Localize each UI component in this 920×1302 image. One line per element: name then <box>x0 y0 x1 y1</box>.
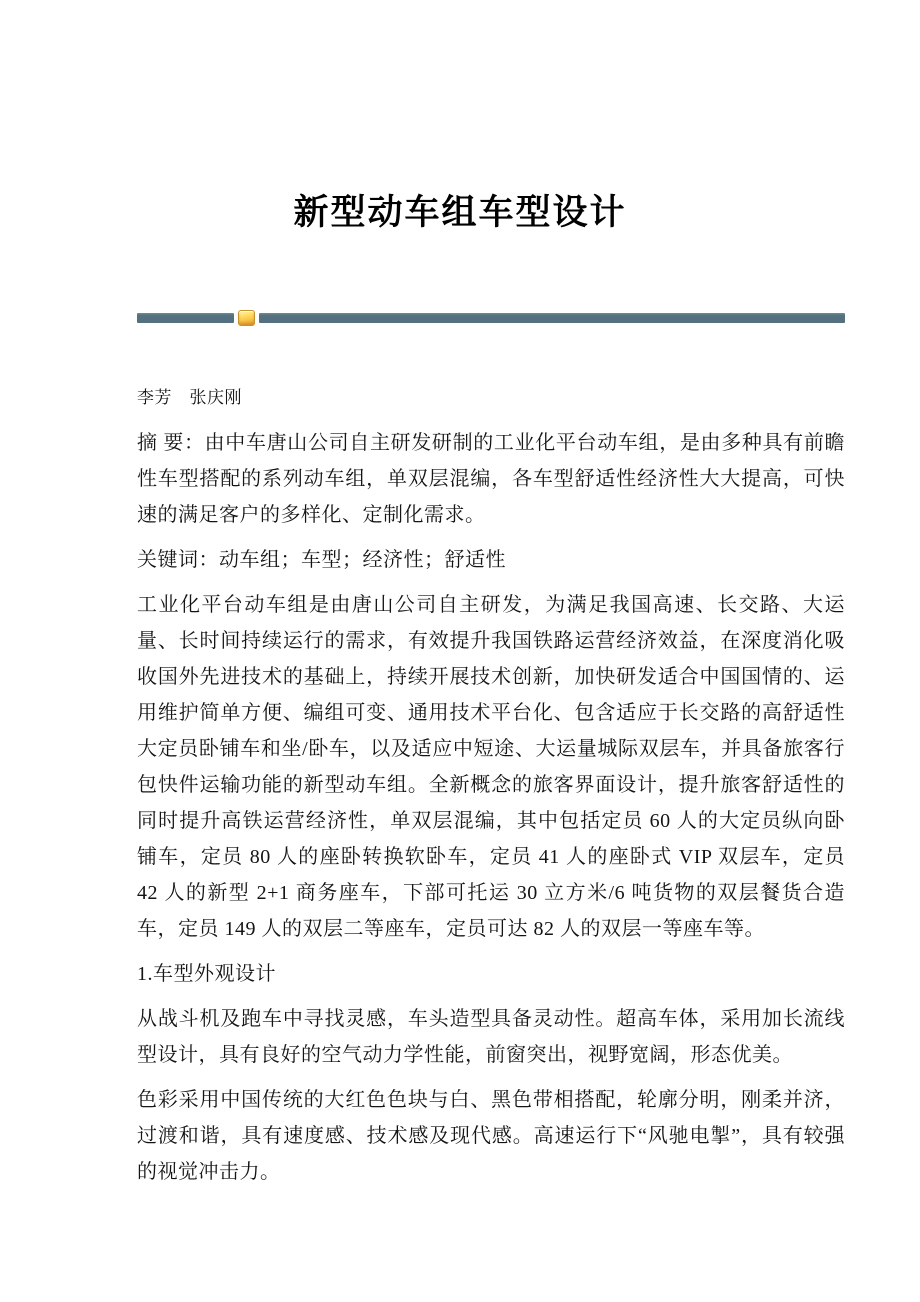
horizontal-rule <box>137 309 845 327</box>
keywords-paragraph: 关键词：动车组；车型；经济性；舒适性 <box>137 549 506 571</box>
document-title: 新型动车组车型设计 <box>293 193 627 232</box>
abstract-paragraph: 摘 要：由中车唐山公司自主研发研制的工业化平台动车组，是由多种具有前瞻性车型搭配的系列动车组，单双层混编，各车型舒适性经济性大大提高，可快速的满足客户的多样化、定制化需求。 <box>137 432 845 526</box>
divider-bar-right <box>259 313 845 323</box>
intro-paragraph: 工业化平台动车组是由唐山公司自主研发，为满足我国高速、长交路、大运量、长时间持续运行的需求，有效提升我国铁路运营经济效益，在深度消化吸收国外先进技术的基础上，持续开展技术创新，加快研发适合中国国情的、运用维护简单方便、编组可变、通用技术平台化、包含适应于长交路的高舒适性大定员卧铺车和坐/卧车，以及适应中短途、大运量城际双层车，并具备旅客行包快件运输功能的新型动车组。全新概念的旅客界面设计，提升旅客舒适性的同时提升高铁运营经济性，单双层混编，其中包括定员 60 人的大定员纵向卧铺车，定员 80 人的座卧转换软卧车，定员 41 人的座卧式 VIP 双层车，定员 42 人的新型 2+1 商务座车，下部可托运 30 立方米/6 吨货物的双层餐货合造车，定员 149 人的双层二等座车，定员可达 82 人的双层一等座车等。 <box>137 594 845 940</box>
section1-paragraph-2: 色彩采用中国传统的大红色色块与白、黑色带相搭配，轮廓分明，刚柔并济，过渡和谐，具有速度感、技术感及现代感。高速运行下“风驰电掣”，具有较强的视觉冲击力。 <box>137 1089 845 1183</box>
divider-bar-left <box>137 313 234 323</box>
document-body <box>137 380 845 1190</box>
section1-paragraph-1: 从战斗机及跑车中寻找灵感，车头造型具备灵动性。超高车体，采用加长流线型设计，具有良好的空气动力学性能，前窗突出，视野宽阔，形态优美。 <box>137 1008 845 1066</box>
gold-brick-icon <box>238 310 255 326</box>
author-byline: 李芳 张庆刚 <box>137 388 242 407</box>
section-heading-1: 1.车型外观设计 <box>137 963 276 985</box>
